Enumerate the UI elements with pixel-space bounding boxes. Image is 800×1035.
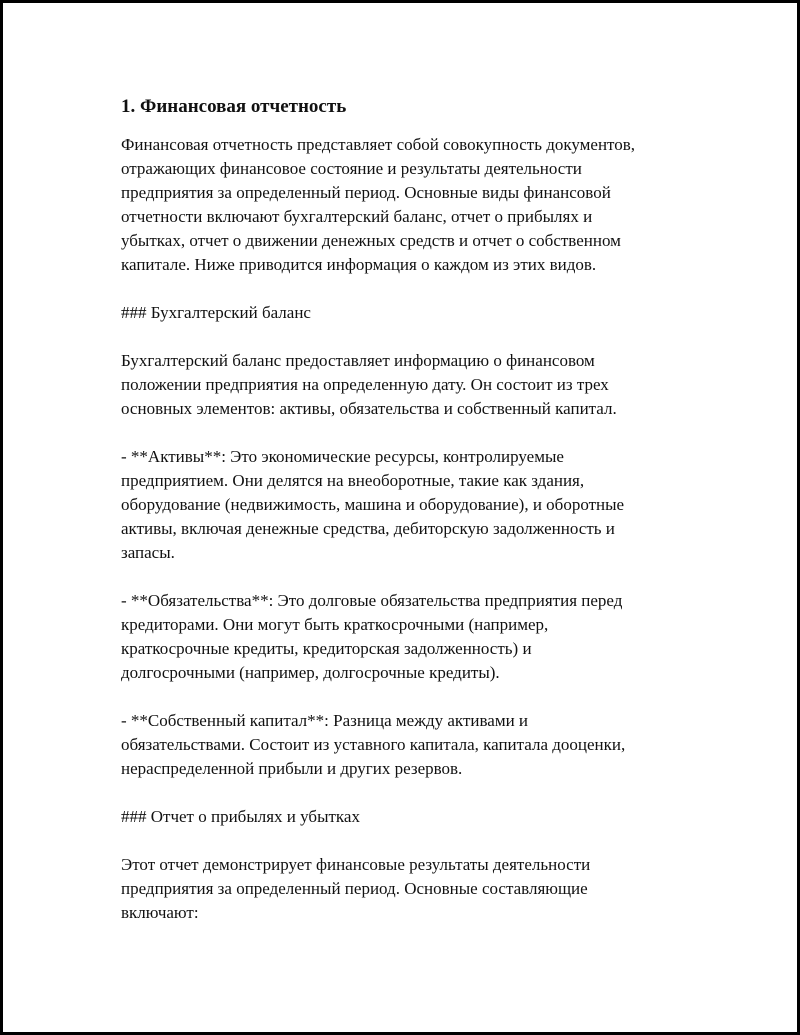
- section-title: 1. Финансовая отчетность: [121, 96, 347, 117]
- assets-list-item: - **Активы**: Это экономические ресурсы, контролируемые предприятием. Они делятся на внеоборотные, такие как здания, оборудование (недвижимость, машина и оборудование), и оборотные активы, включая денежные средства, дебиторскую задолженность и запасы.: [121, 447, 625, 562]
- liabilities-list-item: - **Обязательства**: Это долговые обязательства предприятия перед кредиторами. Они могут быть краткосрочными (например, краткосрочные кредиты, кредиторская задолженность) и долгосрочными (например, долгосрочные кредиты).: [121, 591, 623, 682]
- income-statement-paragraph: Этот отчет демонстрирует финансовые результаты деятельности предприятия за определенный период. Основные составляющие включают:: [121, 855, 591, 922]
- balance-sheet-paragraph: Бухгалтерский баланс предоставляет информацию о финансовом положении предприятия на определенную дату. Он состоит из трех основных элементов: активы, обязательства и собственный капитал.: [121, 351, 617, 418]
- subheading-balance-sheet: ### Бухгалтерский баланс: [121, 303, 311, 322]
- subheading-income-statement: ### Отчет о прибылях и убытках: [121, 807, 360, 826]
- document-body: [121, 95, 701, 949]
- equity-list-item: - **Собственный капитал**: Разница между активами и обязательствами. Состоит из уставного капитала, капитала дооценки, нераспределенной прибыли и других резервов.: [121, 711, 626, 778]
- intro-paragraph: Финансовая отчетность представляет собой совокупность документов, отражающих финансовое состояние и результаты деятельности предприятия за определенный период. Основные виды финансовой отчетности включают бухгалтерский баланс, отчет о прибылях и убытках, отчет о движении денежных средств и отчет о собственном капитале. Ниже приводится информация о каждом из этих видов.: [121, 135, 636, 274]
